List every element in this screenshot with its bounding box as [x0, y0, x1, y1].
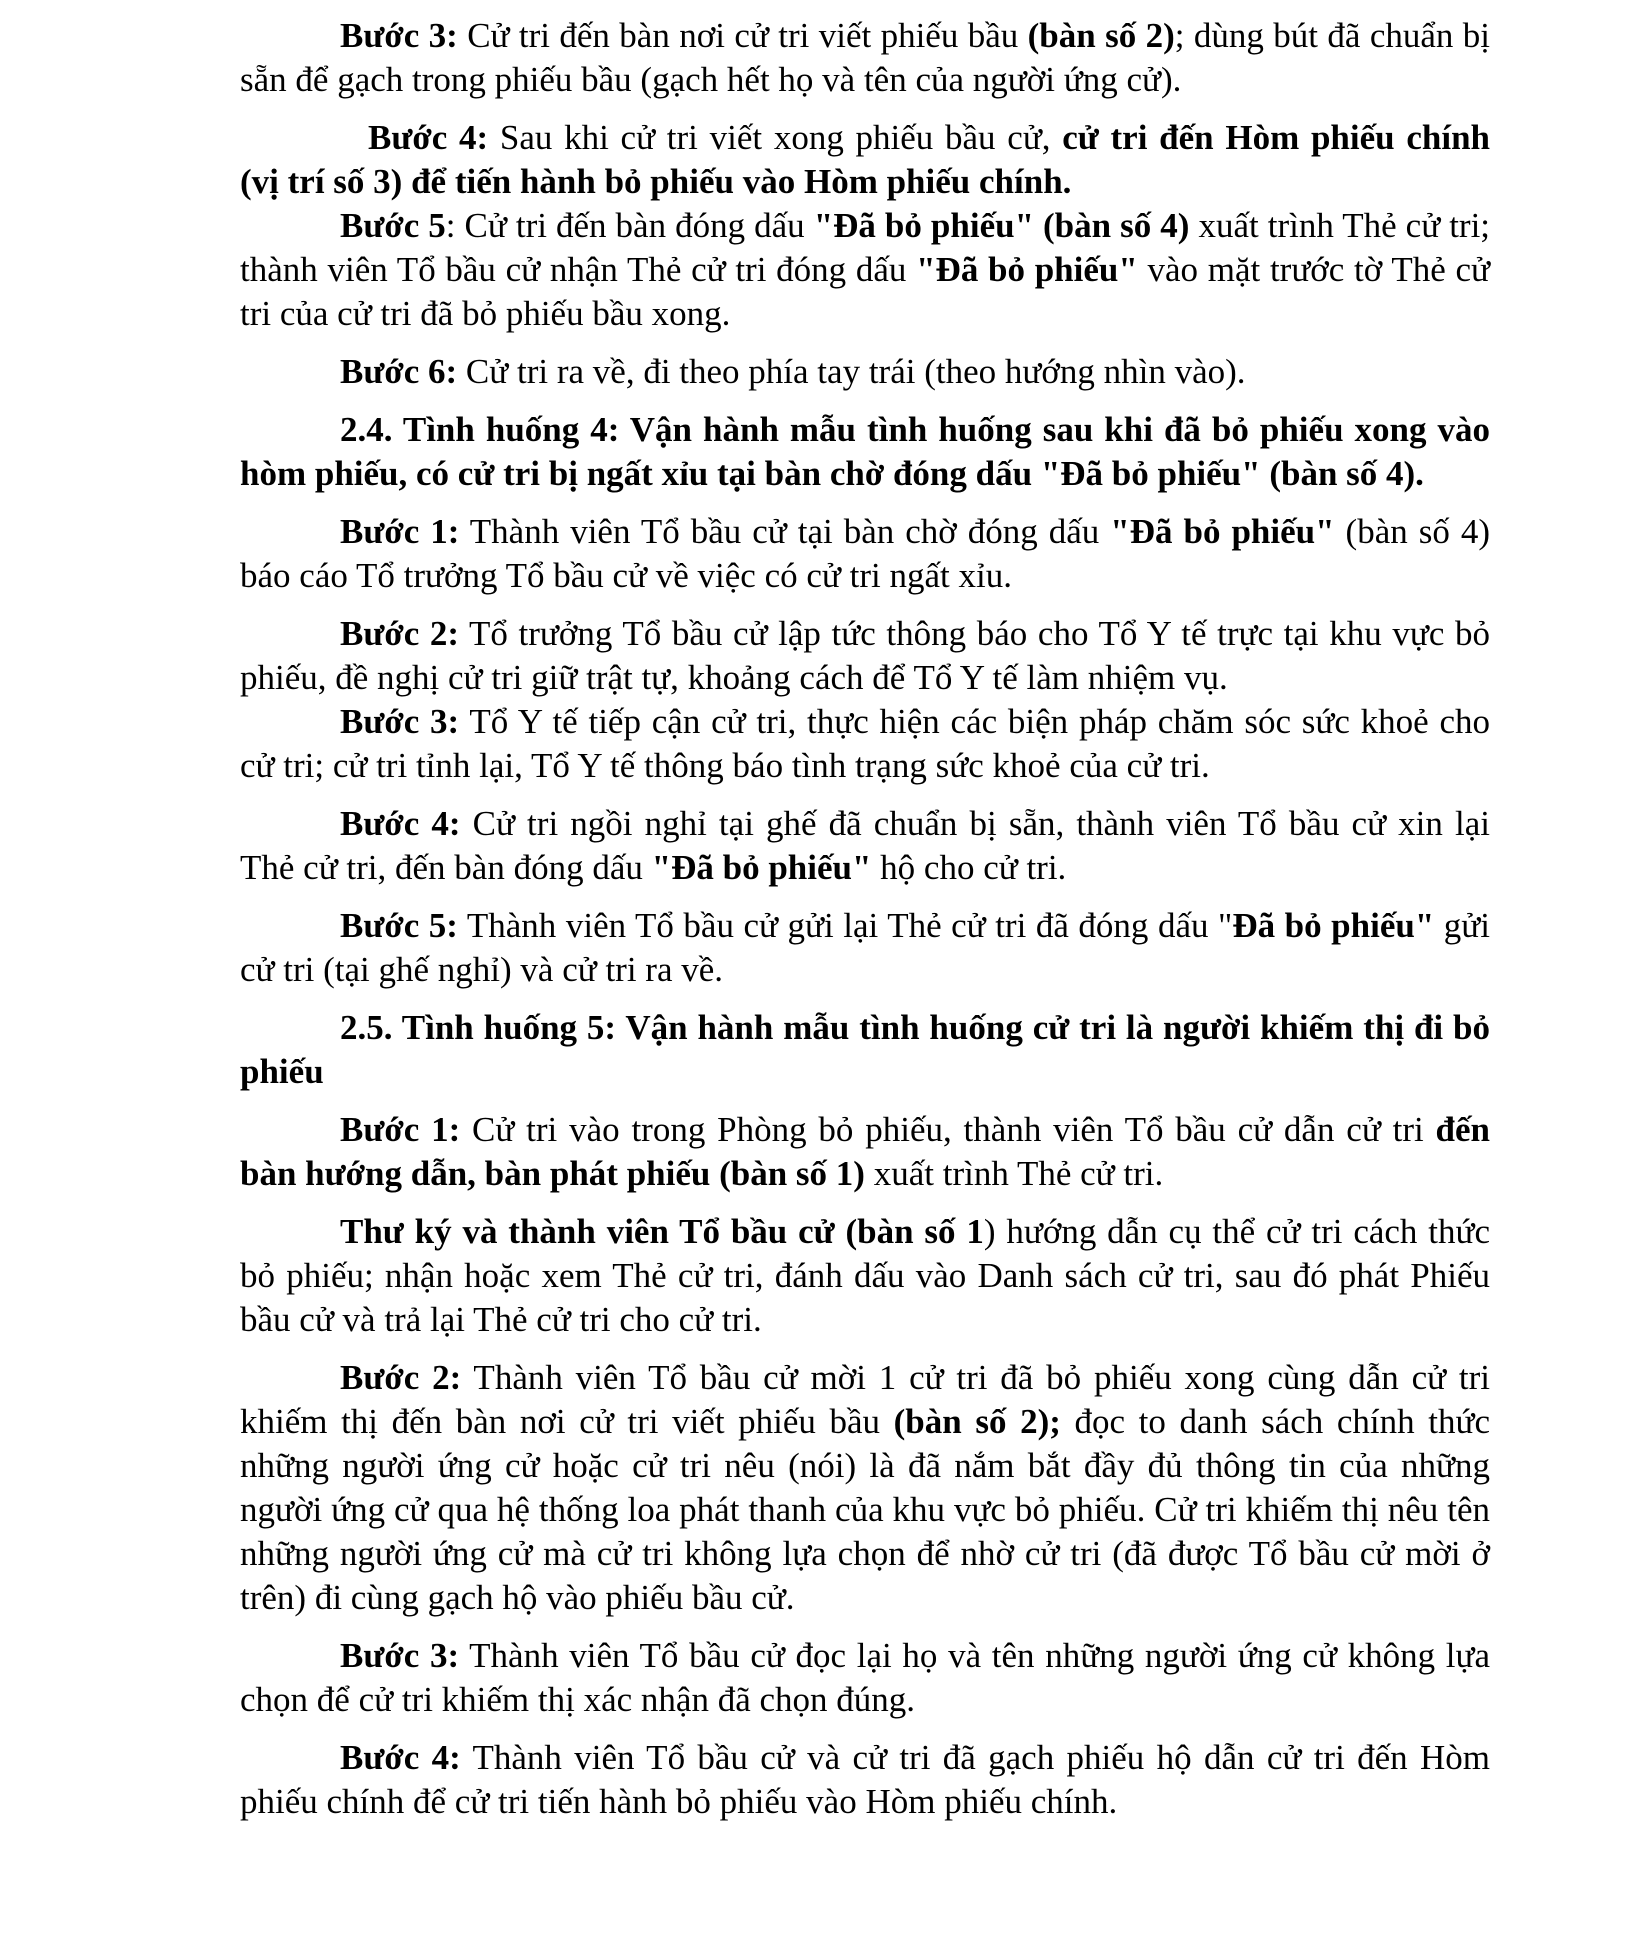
bold-text-segment: "Đã bỏ phiếu" (bàn số 4) [813, 206, 1190, 245]
bold-text-segment: "Đã bỏ phiếu" [916, 250, 1138, 289]
bold-text-segment: Đã bỏ phiếu" [1232, 906, 1435, 945]
text-segment: Cử tri ra về, đi theo phía tay trái (theo hướng nhìn vào). [457, 352, 1246, 391]
bold-text-segment: Bước 3: [340, 1636, 460, 1675]
bold-text-segment: Bước 2: [340, 614, 460, 653]
text-segment: (bàn số 4) báo cáo Tổ trưởng Tổ bầu cử về việc có cử tri ngất xỉu. [240, 512, 1490, 595]
document-page [240, 14, 1490, 1838]
bold-text-segment: Bước 3: [340, 702, 460, 741]
paragraph-step-3-ballot-writing [240, 14, 1490, 102]
bold-text-segment: Bước 6: [340, 352, 458, 391]
text-segment: Cử tri vào trong Phòng bỏ phiếu, thành viên Tổ bầu cử dẫn cử tri [460, 1110, 1436, 1149]
paragraph-step-4-cast-ballot [240, 116, 1490, 204]
paragraph-2-4-step-5 [240, 904, 1490, 992]
text-segment: Cử tri đến bàn nơi cử tri viết phiếu bầu [457, 16, 1028, 55]
text-segment: Tổ trưởng Tổ bầu cử lập tức thông báo cho Tổ Y tế trực tại khu vực bỏ phiếu, đề nghị cử tri giữ trật tự, khoảng cách để Tổ Y tế làm nhiệm vụ. [240, 614, 1490, 697]
paragraph-2-4-step-4 [240, 802, 1490, 890]
bold-text-segment: Bước 5 [340, 206, 446, 245]
text-segment: Thành viên Tổ bầu cử đọc lại họ và tên những người ứng cử không lựa chọn để cử tri khiếm thị xác nhận đã chọn đúng. [240, 1636, 1491, 1719]
paragraph-2-4-step-2 [240, 612, 1490, 700]
bold-text-segment: Bước 2: [340, 1358, 462, 1397]
bold-text-segment: Bước 1: [340, 512, 460, 551]
bold-text-segment: (bàn số 2) [1027, 16, 1175, 55]
paragraph-2-5-step-1 [240, 1108, 1490, 1196]
paragraph-2-4-step-1 [240, 510, 1490, 598]
text-segment: Cử tri ngồi nghỉ tại ghế đã chuẩn bị sẵn, thành viên Tổ bầu cử xin lại Thẻ cử tri, đến bàn đóng dấu [240, 804, 1490, 887]
section-heading-2-4 [240, 408, 1490, 496]
bold-text-segment: Bước 5: [340, 906, 458, 945]
text-segment: hộ cho cử tri. [871, 848, 1067, 887]
text-segment: Tổ Y tế tiếp cận cử tri, thực hiện các biện pháp chăm sóc sức khoẻ cho cử tri; cử tri tỉnh lại, Tổ Y tế thông báo tình trạng sức khoẻ của cử tri. [240, 702, 1491, 785]
bold-text-segment: (bàn số 2); [893, 1402, 1061, 1441]
bold-text-segment: 2.5. Tình huống 5: Vận hành mẫu tình huống cử tri là người khiếm thị đi bỏ phiếu [240, 1008, 1490, 1091]
bold-text-segment: "Đã bỏ phiếu" [651, 848, 872, 887]
text-segment: xuất trình Thẻ cử tri; thành viên Tổ bầu cử nhận Thẻ cử tri đóng dấu [240, 206, 1491, 289]
bold-text-segment: Thư ký và thành viên Tổ bầu cử (bàn số 1 [340, 1212, 984, 1251]
bold-text-segment: Bước 1: [340, 1110, 461, 1149]
bold-text-segment: Bước 4: [340, 1738, 461, 1777]
paragraph-2-4-step-3 [240, 700, 1490, 788]
paragraph-2-5-secretary [240, 1210, 1490, 1342]
bold-text-segment: "Đã bỏ phiếu" [1110, 512, 1335, 551]
text-segment: gửi cử tri (tại ghế nghỉ) và cử tri ra về. [240, 906, 1491, 989]
section-heading-2-5 [240, 1006, 1490, 1094]
bold-text-segment: cử tri đến Hòm phiếu chính (vị trí số 3) để tiến hành bỏ phiếu vào Hòm phiếu chính. [240, 118, 1490, 201]
paragraph-2-5-step-2 [240, 1356, 1490, 1620]
bold-text-segment: Bước 4: [340, 804, 461, 843]
bold-text-segment: đến bàn hướng dẫn, bàn phát phiếu (bàn số 1) [240, 1110, 1490, 1193]
text-segment: Thành viên Tổ bầu cử và cử tri đã gạch phiếu hộ dẫn cử tri đến Hòm phiếu chính để cử tri tiến hành bỏ phiếu vào Hòm phiếu chính. [240, 1738, 1491, 1821]
text-segment: xuất trình Thẻ cử tri. [864, 1154, 1164, 1193]
paragraph-2-5-step-3 [240, 1634, 1490, 1722]
text-segment: : Cử tri đến bàn đóng dấu [445, 206, 814, 245]
text-segment: vào mặt trước tờ Thẻ cử tri của cử tri đã bỏ phiếu bầu xong. [240, 250, 1490, 333]
bold-text-segment: Bước 4: [368, 118, 489, 157]
text-segment: Thành viên Tổ bầu cử gửi lại Thẻ cử tri đã đóng dấu " [457, 906, 1233, 945]
text-segment: ; dùng bút đã chuẩn bị sẵn để gạch trong phiếu bầu (gạch hết họ và tên của người ứng cử). [240, 16, 1490, 99]
bold-text-segment: 2.4. Tình huống 4: Vận hành mẫu tình huống sau khi đã bỏ phiếu xong vào hòm phiếu, có cử tri bị ngất xỉu tại bàn chờ đóng dấu "Đã bỏ phiếu" (bàn số 4). [240, 410, 1490, 493]
text-segment: Thành viên Tổ bầu cử mời 1 cử tri đã bỏ phiếu xong cùng dẫn cử tri khiếm thị đến bàn nơi cử tri viết phiếu bầu [240, 1358, 1490, 1441]
text-segment: đọc to danh sách chính thức những người ứng cử hoặc cử tri nêu (nói) là đã nắm bắt đầy đủ thông tin của những người ứng cử qua hệ thống loa phát thanh của khu vực bỏ phiếu. Cử tri khiếm thị nêu tên những người ứng cử mà cử tri không lựa chọn để nhờ cử tri (đã được Tổ bầu cử mời ở trên) đi cùng gạch hộ vào phiếu bầu cử. [240, 1402, 1490, 1617]
paragraph-step-6-exit [240, 350, 1490, 394]
text-segment: Thành viên Tổ bầu cử tại bàn chờ đóng dấu [459, 512, 1111, 551]
paragraph-step-5-stamp [240, 204, 1490, 336]
text-segment: Sau khi cử tri viết xong phiếu bầu cử, [488, 118, 1063, 157]
text-segment: ) hướng dẫn cụ thể cử tri cách thức bỏ phiếu; nhận hoặc xem Thẻ cử tri, đánh dấu vào Danh sách cử tri, sau đó phát Phiếu bầu cử và trả lại Thẻ cử tri cho cử tri. [240, 1212, 1490, 1339]
bold-text-segment: Bước 3: [340, 16, 458, 55]
paragraph-2-5-step-4 [240, 1736, 1490, 1824]
